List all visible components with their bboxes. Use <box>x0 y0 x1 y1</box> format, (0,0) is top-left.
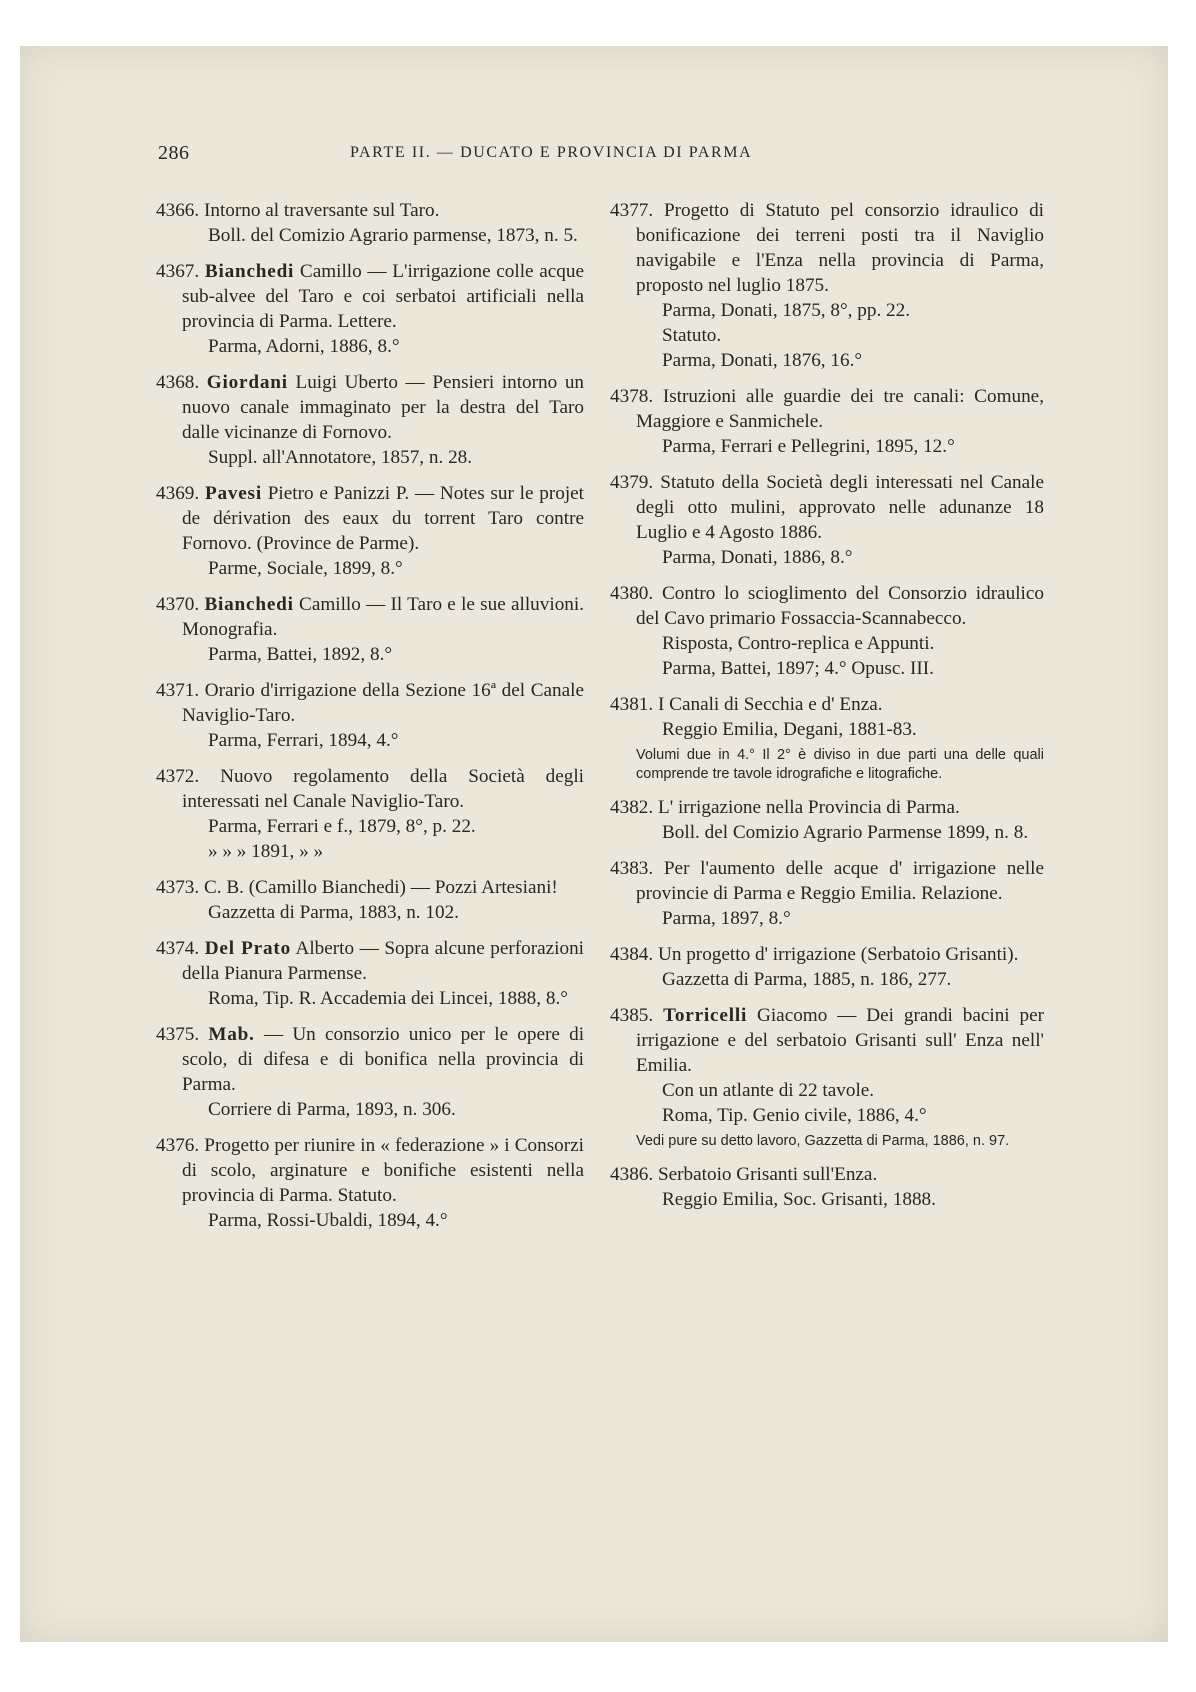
entry-note: Vedi pure su detto lavoro, Gazzetta di Parma, 1886, n. 97. <box>636 1133 1010 1149</box>
entry-title: Giacomo — Dei grandi bacini per irrigazione e del serbatoio Grisanti sull' Enza nell' Emilia. <box>636 1005 1045 1076</box>
entry-publication: Parma, Adorni, 1886, 8.° <box>208 336 400 357</box>
bibliography-entry <box>156 481 584 581</box>
entry-title: Un progetto d' irrigazione (Serbatoio Grisanti). <box>657 944 1019 965</box>
entry-number: 4374. <box>156 938 200 959</box>
page-number: 286 <box>158 142 190 164</box>
entry-number: 4378. <box>610 386 654 407</box>
entry-author: Pavesi <box>204 483 262 504</box>
entry-publication: Parma, 1897, 8.° <box>662 908 791 929</box>
entry-publication: Parma, Battei, 1892, 8.° <box>208 644 393 665</box>
entry-title: Pietro e Panizzi P. — Notes sur le projet de dérivation des eaux du torrent Taro contre Fornovo. (Province de Parme). <box>182 483 585 554</box>
entry-publication: Parme, Sociale, 1899, 8.° <box>208 558 403 579</box>
running-title: PARTE II. — DUCATO E PROVINCIA DI PARMA <box>350 144 753 161</box>
entry-number: 4368. <box>156 372 200 393</box>
entry-publication: Roma, Tip. Genio civile, 1886, 4.° <box>662 1105 927 1126</box>
entry-title: Luigi Uberto — Pensieri intorno un nuovo canale immaginato per la destra del Taro dalle vicinanze di Fornovo. <box>182 372 585 443</box>
bibliography-entry <box>610 1003 1044 1151</box>
entry-publication: Parma, Donati, 1886, 8.° <box>662 547 853 568</box>
entry-number: 4382. <box>610 797 654 818</box>
bibliography-entry <box>610 581 1044 681</box>
entry-title: Intorno al traversante sul Taro. <box>203 200 440 221</box>
entry-title: Orario d'irrigazione della Sezione 16ª del Canale Naviglio-Taro. <box>182 680 584 726</box>
bibliography-entry <box>156 1133 584 1233</box>
right-column <box>610 198 1044 1223</box>
entry-publication: Parma, Ferrari e f., 1879, 8°, p. 22. <box>208 816 476 837</box>
entry-title: Contro lo scioglimento del Consorzio idraulico del Cavo primario Fossaccia-Scannabecco. <box>636 583 1044 629</box>
entry-publication: Parma, Rossi-Ubaldi, 1894, 4.° <box>208 1210 448 1231</box>
bibliography-entry <box>156 678 584 753</box>
entry-number: 4377. <box>610 200 654 221</box>
entry-publication: Suppl. all'Annotatore, 1857, n. 28. <box>208 447 473 468</box>
entry-number: 4375. <box>156 1024 200 1045</box>
entry-title: — Un consorzio unico per le opere di scolo, di difesa e di bonifica nella provincia di Parma. <box>182 1024 585 1095</box>
entry-title: Istruzioni alle guardie dei tre canali: Comune, Maggiore e Sanmichele. <box>636 386 1044 432</box>
bibliography-entry <box>610 692 1044 784</box>
entry-number: 4373. <box>156 877 200 898</box>
entry-number: 4372. <box>156 766 200 787</box>
bibliography-entry <box>156 875 584 925</box>
entry-number: 4366. <box>156 200 200 221</box>
entry-publication: Gazzetta di Parma, 1885, n. 186, 277. <box>662 969 952 990</box>
entry-publication: Parma, Donati, 1875, 8°, pp. 22. <box>662 300 911 321</box>
bibliography-entry <box>610 942 1044 992</box>
entry-publication: Risposta, Contro-replica e Appunti. <box>662 633 935 654</box>
bibliography-entry <box>610 198 1044 373</box>
bibliography-entry <box>610 384 1044 459</box>
entry-publication: » » » 1891, » » <box>208 841 324 862</box>
entry-note: Volumi due in 4.° Il 2° è diviso in due parti una delle quali comprende tre tavole idrografiche e litografiche. <box>636 747 1044 782</box>
entry-author: Bianchedi <box>204 261 295 282</box>
entry-author: Del Prato <box>204 938 291 959</box>
entry-author: Bianchedi <box>204 594 294 615</box>
entry-number: 4379. <box>610 472 654 493</box>
entry-number: 4376. <box>156 1135 200 1156</box>
entry-publication: Boll. del Comizio Agrario parmense, 1873, n. 5. <box>208 225 578 246</box>
entry-title: Progetto per riunire in « federazione » i Consorzi di scolo, arginature e bonifiche esistenti nella provincia di Parma. Statuto. <box>182 1135 584 1206</box>
entry-title: L' irrigazione nella Provincia di Parma. <box>657 797 960 818</box>
left-column <box>156 198 584 1244</box>
entry-title: Nuovo regolamento della Società degli interessati nel Canale Naviglio-Taro. <box>182 766 585 812</box>
bibliography-entry <box>610 1162 1044 1212</box>
entry-publication: Parma, Donati, 1876, 16.° <box>662 350 863 371</box>
bibliography-entry <box>610 856 1044 931</box>
bibliography-entry <box>610 470 1044 570</box>
entry-title: Camillo — Il Taro e le sue alluvioni. Monografia. <box>182 594 585 640</box>
entry-author: Torricelli <box>663 1005 748 1026</box>
entry-number: 4370. <box>156 594 200 615</box>
entry-number: 4367. <box>156 261 200 282</box>
page-header <box>20 142 1168 172</box>
bibliography-entry <box>610 795 1044 845</box>
entry-publication: Parma, Ferrari e Pellegrini, 1895, 12.° <box>662 436 955 457</box>
entry-publication: Statuto. <box>662 325 722 346</box>
bibliography-entry <box>156 764 584 864</box>
entry-publication: Corriere di Parma, 1893, n. 306. <box>208 1099 456 1120</box>
entry-publication: Parma, Ferrari, 1894, 4.° <box>208 730 399 751</box>
entry-title: Statuto della Società degli interessati nel Canale degli otto mulini, approvato nelle adunanze 18 Luglio e 4 Agosto 1886. <box>636 472 1045 543</box>
entry-title: Serbatoio Grisanti sull'Enza. <box>657 1164 878 1185</box>
entry-publication: Boll. del Comizio Agrario Parmense 1899, n. 8. <box>662 822 1029 843</box>
entry-title: C. B. (Camillo Bianchedi) — Pozzi Artesiani! <box>203 877 558 898</box>
entry-author: Giordani <box>206 372 288 393</box>
entry-publication: Reggio Emilia, Degani, 1881-83. <box>662 719 917 740</box>
entry-number: 4385. <box>610 1005 654 1026</box>
entry-publication: Parma, Battei, 1897; 4.° Opusc. III. <box>662 658 934 679</box>
bibliography-entry <box>156 259 584 359</box>
book-page <box>20 46 1168 1642</box>
bibliography-entry <box>156 1022 584 1122</box>
entry-number: 4381. <box>610 694 654 715</box>
entry-publication: Roma, Tip. R. Accademia dei Lincei, 1888, 8.° <box>208 988 568 1009</box>
entry-title: Progetto di Statuto pel consorzio idraulico di bonificazione dei terreni posti tra il Naviglio navigabile e l'Enza nella provincia di Parma, proposto nel luglio 1875. <box>636 200 1044 296</box>
entry-number: 4380. <box>610 583 654 604</box>
entry-publication: Reggio Emilia, Soc. Grisanti, 1888. <box>662 1189 936 1210</box>
bibliography-entry <box>156 592 584 667</box>
bibliography-entry <box>156 936 584 1011</box>
entry-title: Per l'aumento delle acque d' irrigazione nelle provincie di Parma e Reggio Emilia. Relazione. <box>636 858 1044 904</box>
entry-title: Alberto — Sopra alcune perforazioni della Pianura Parmense. <box>182 938 585 984</box>
entry-title: Camillo — L'irrigazione colle acque sub-alvee del Taro e coi serbatoi artificiali nella provincia di Parma. Lettere. <box>182 261 584 332</box>
entry-number: 4384. <box>610 944 654 965</box>
entry-number: 4386. <box>610 1164 654 1185</box>
bibliography-entry <box>156 198 584 248</box>
entry-number: 4383. <box>610 858 654 879</box>
entry-number: 4369. <box>156 483 200 504</box>
bibliography-entry <box>156 370 584 470</box>
entry-author: Mab. <box>208 1024 255 1045</box>
entry-publication: Gazzetta di Parma, 1883, n. 102. <box>208 902 459 923</box>
entry-title: I Canali di Secchia e d' Enza. <box>657 694 883 715</box>
entry-publication: Con un atlante di 22 tavole. <box>662 1080 875 1101</box>
entry-number: 4371. <box>156 680 200 701</box>
